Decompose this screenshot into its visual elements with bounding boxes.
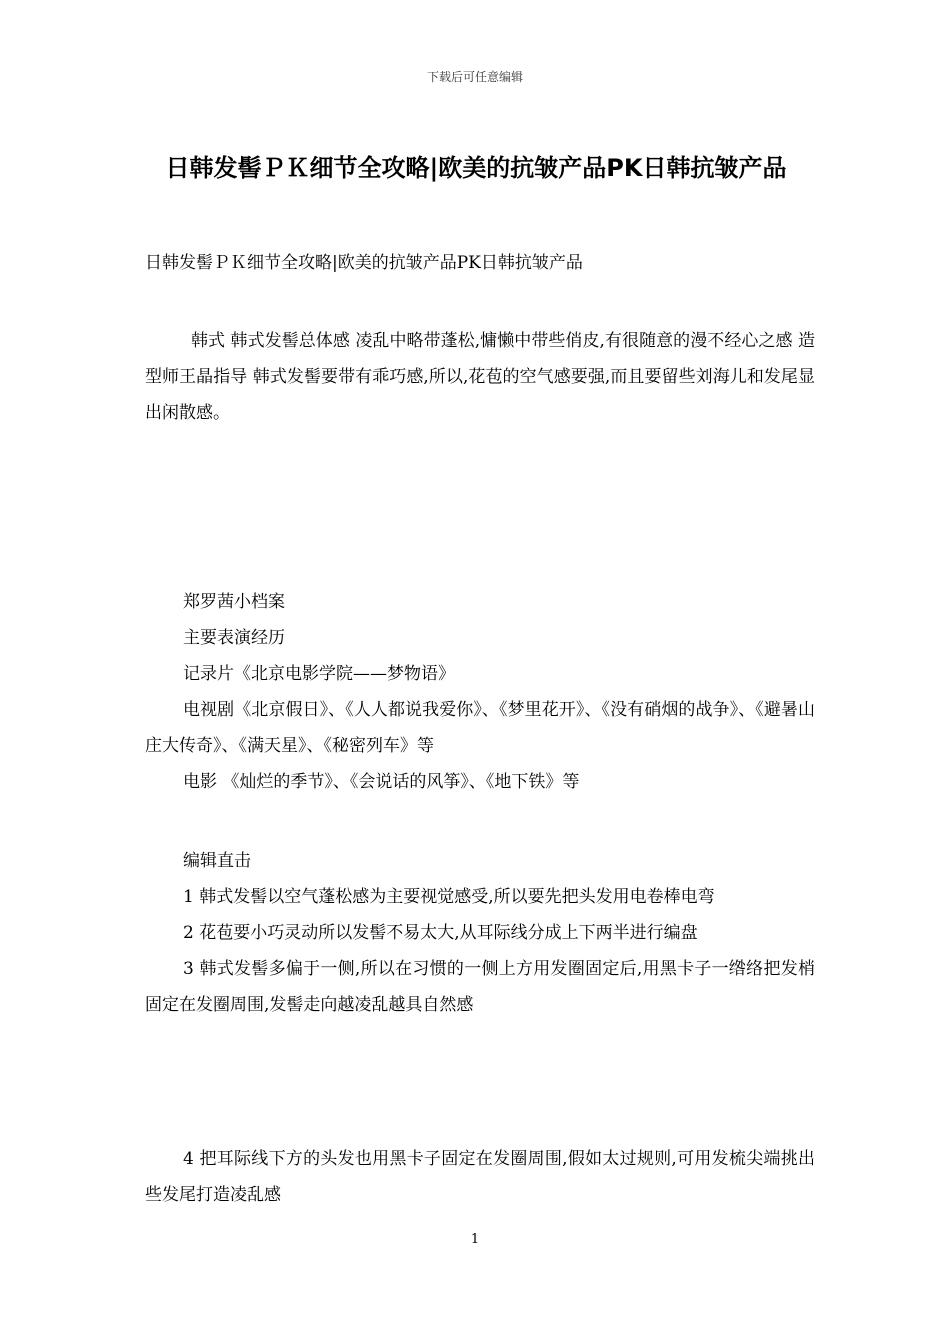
- tips-section: [145, 843, 815, 1023]
- tips-heading: 编辑直击: [183, 851, 251, 871]
- profile-section: [145, 584, 815, 800]
- page-number: 1: [470, 1232, 480, 1247]
- intro-paragraph: 韩式 韩式发髻总体感 凌乱中略带蓬松,慵懒中带些俏皮,有很随意的漫不经心之感 造型师王晶指导 韩式发髻要带有乖巧感,所以,花苞的空气感要强,而且要留些刘海儿和发尾显出闲散感。: [145, 331, 815, 423]
- document-subtitle: 日韩发髻ＰＫ细节全攻略|欧美的抗皱产品PK日韩抗皱产品: [145, 253, 583, 273]
- film-line: 电影 《灿烂的季节》、《会说话的风筝》、《地下铁》等: [183, 772, 580, 792]
- document-title: 日韩发髻ＰＫ细节全攻略|欧美的抗皱产品PK日韩抗皱产品: [165, 154, 787, 182]
- tv-line: 电视剧《北京假日》、《人人都说我爱你》、《梦里花开》、《没有硝烟的战争》、《避暑山庄大传奇》、《满天星》、《秘密列车》等: [145, 700, 815, 756]
- tips-continued: [145, 1141, 815, 1213]
- tip-item: 1 韩式发髻以空气蓬松感为主要视觉感受,所以要先把头发用电卷棒电弯: [183, 887, 715, 907]
- documentary-line: 记录片《北京电影学院——梦物语》: [183, 664, 455, 684]
- tip-item: 4 把耳际线下方的头发也用黑卡子固定在发圈周围,假如太过规则,可用发梳尖端挑出些发尾打造凌乱感: [145, 1149, 815, 1205]
- tip-item: 2 花苞要小巧灵动所以发髻不易太大,从耳际线分成上下两半进行编盘: [183, 923, 698, 943]
- tip-item: 3 韩式发髻多偏于一侧,所以在习惯的一侧上方用发圈固定后,用黑卡子一绺络把发梢固定在发圈周围,发髻走向越凌乱越具自然感: [145, 959, 815, 1015]
- header-note: 下载后可任意编辑: [426, 70, 523, 84]
- profile-heading: 郑罗茜小档案: [183, 592, 285, 612]
- experience-heading: 主要表演经历: [183, 628, 285, 648]
